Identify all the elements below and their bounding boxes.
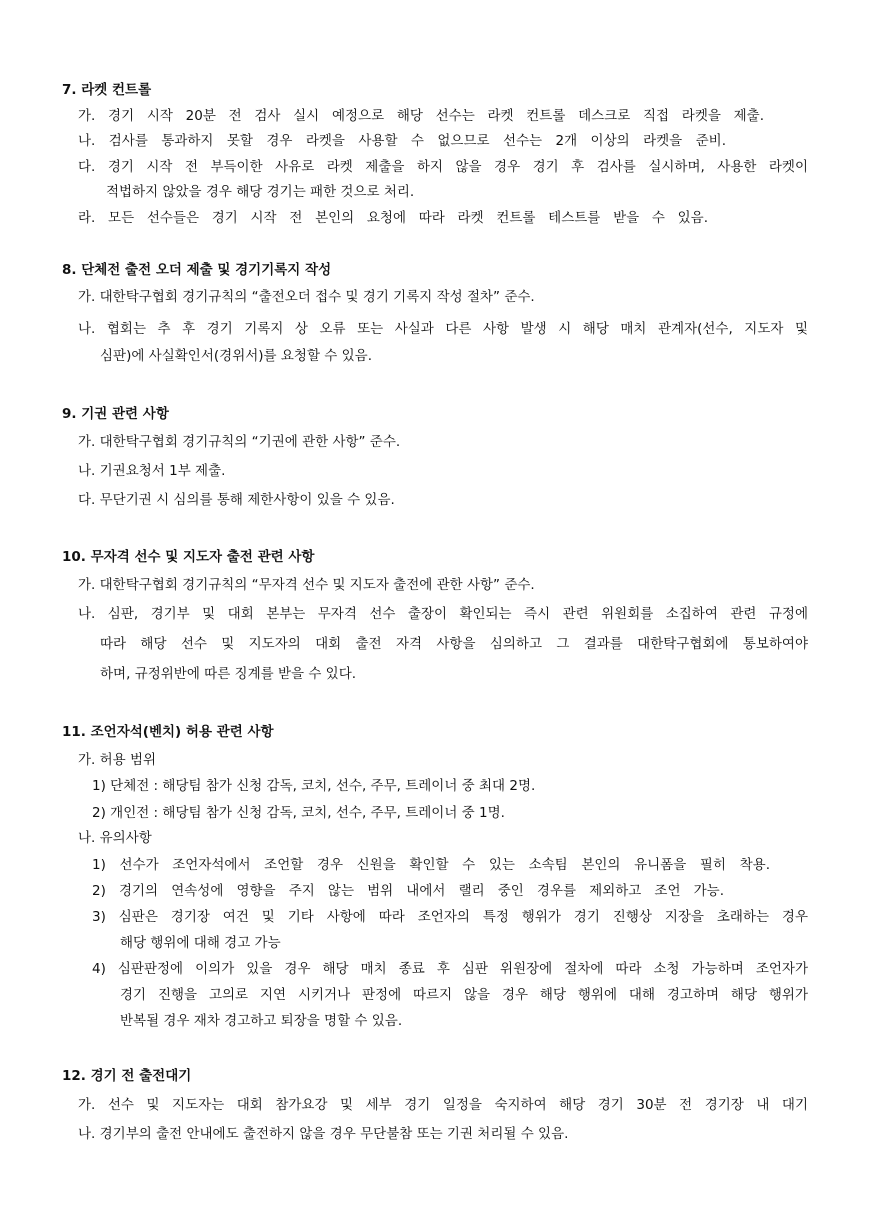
section-11-item-b-3: 3) 심판은 경기장 여건 및 기타 사항에 따라 조언자의 특정 행위가 경기 진행상 지장을 초래하는 경우 [92, 909, 808, 925]
section-9-item-c: 다. 무단기권 시 심의를 통해 제한사항이 있을 수 있음. [78, 492, 395, 508]
section-12-item-a: 가. 선수 및 지도자는 대회 참가요강 및 세부 경기 일정을 숙지하여 해당 경기 30분 전 경기장 내 대기 [78, 1097, 808, 1113]
section-11-item-a-2: 2) 개인전 : 해당팀 참가 신청 감독, 코치, 선수, 주무, 트레이너 중 1명. [92, 805, 505, 821]
section-11-item-b: 나. 유의사항 [78, 830, 152, 846]
section-9-item-b: 나. 기권요청서 1부 제출. [78, 463, 226, 479]
section-8-item-b-cont: 심판)에 사실확인서(경위서)를 요청할 수 있음. [100, 348, 372, 364]
section-10-item-b: 나. 심판, 경기부 및 대회 본부는 무자격 선수 출장이 확인되는 즉시 관련 위원회를 소집하여 관련 규정에 [78, 606, 808, 622]
section-10-item-a: 가. 대한탁구협회 경기규칙의 “무자격 선수 및 지도자 출전에 관한 사항” 준수. [78, 577, 535, 593]
section-10-item-b-cont-1: 따라 해당 선수 및 지도자의 대회 출전 자격 사항을 심의하고 그 결과를 대한탁구협회에 통보하여야 [100, 636, 808, 652]
section-11-item-b-4-cont-1: 경기 진행을 고의로 지연 시키거나 판정에 따르지 않을 경우 해당 행위에 대해 경고하며 해당 행위가 [120, 987, 808, 1003]
section-11-item-b-3-cont: 해당 행위에 대해 경고 가능 [120, 935, 281, 951]
section-11-item-a: 가. 허용 범위 [78, 752, 157, 768]
section-heading-9: 9. 기권 관련 사항 [62, 406, 169, 422]
section-11-item-b-4-cont-2: 반복될 경우 재차 경고하고 퇴장을 명할 수 있음. [120, 1013, 403, 1029]
section-7-item-c: 다. 경기 시작 전 부득이한 사유로 라켓 제출을 하지 않을 경우 경기 후 검사를 실시하며, 사용한 라켓이 [78, 159, 808, 175]
section-8-item-a: 가. 대한탁구협회 경기규칙의 “출전오더 접수 및 경기 기록지 작성 절차” 준수. [78, 289, 535, 305]
section-8-item-b: 나. 협회는 추 후 경기 기록지 상 오류 또는 사실과 다른 사항 발생 시 해당 매치 관계자(선수, 지도자 및 [78, 321, 808, 337]
section-heading-7: 7. 라켓 컨트롤 [62, 82, 152, 98]
section-7-item-c-cont: 적법하지 않았을 경우 해당 경기는 패한 것으로 처리. [106, 184, 415, 200]
section-heading-10: 10. 무자격 선수 및 지도자 출전 관련 사항 [62, 549, 315, 565]
section-7-item-a: 가. 경기 시작 20분 전 검사 실시 예정으로 해당 선수는 라켓 컨트롤 데스크로 직접 라켓을 제출. [78, 108, 764, 124]
section-7-item-d: 라. 모든 선수들은 경기 시작 전 본인의 요청에 따라 라켓 컨트롤 테스트를 받을 수 있음. [78, 210, 708, 226]
section-11-item-b-1: 1) 선수가 조언자석에서 조언할 경우 신원을 확인할 수 있는 소속팀 본인의 유니폼을 필히 착용. [92, 857, 770, 873]
section-9-item-a: 가. 대한탁구협회 경기규칙의 “기권에 관한 사항” 준수. [78, 434, 401, 450]
section-11-item-a-1: 1) 단체전 : 해당팀 참가 신청 감독, 코치, 선수, 주무, 트레이너 중 최대 2명. [92, 778, 536, 794]
section-10-item-b-cont-2: 하며, 규정위반에 따른 징계를 받을 수 있다. [100, 666, 357, 682]
section-7-item-b: 나. 검사를 통과하지 못할 경우 라켓을 사용할 수 없으므로 선수는 2개 이상의 라켓을 준비. [78, 133, 726, 149]
section-11-item-b-2: 2) 경기의 연속성에 영향을 주지 않는 범위 내에서 랠리 중인 경우를 제외하고 조언 가능. [92, 883, 724, 899]
section-heading-11: 11. 조언자석(벤치) 허용 관련 사항 [62, 724, 274, 740]
section-heading-8: 8. 단체전 출전 오더 제출 및 경기기록지 작성 [62, 262, 332, 278]
section-12-item-b: 나. 경기부의 출전 안내에도 출전하지 않을 경우 무단불참 또는 기권 처리될 수 있음. [78, 1126, 569, 1142]
section-11-item-b-4: 4) 심판판정에 이의가 있을 경우 해당 매치 종료 후 심판 위원장에 절차에 따라 소청 가능하며 조언자가 [92, 961, 808, 977]
section-heading-12: 12. 경기 전 출전대기 [62, 1068, 192, 1084]
